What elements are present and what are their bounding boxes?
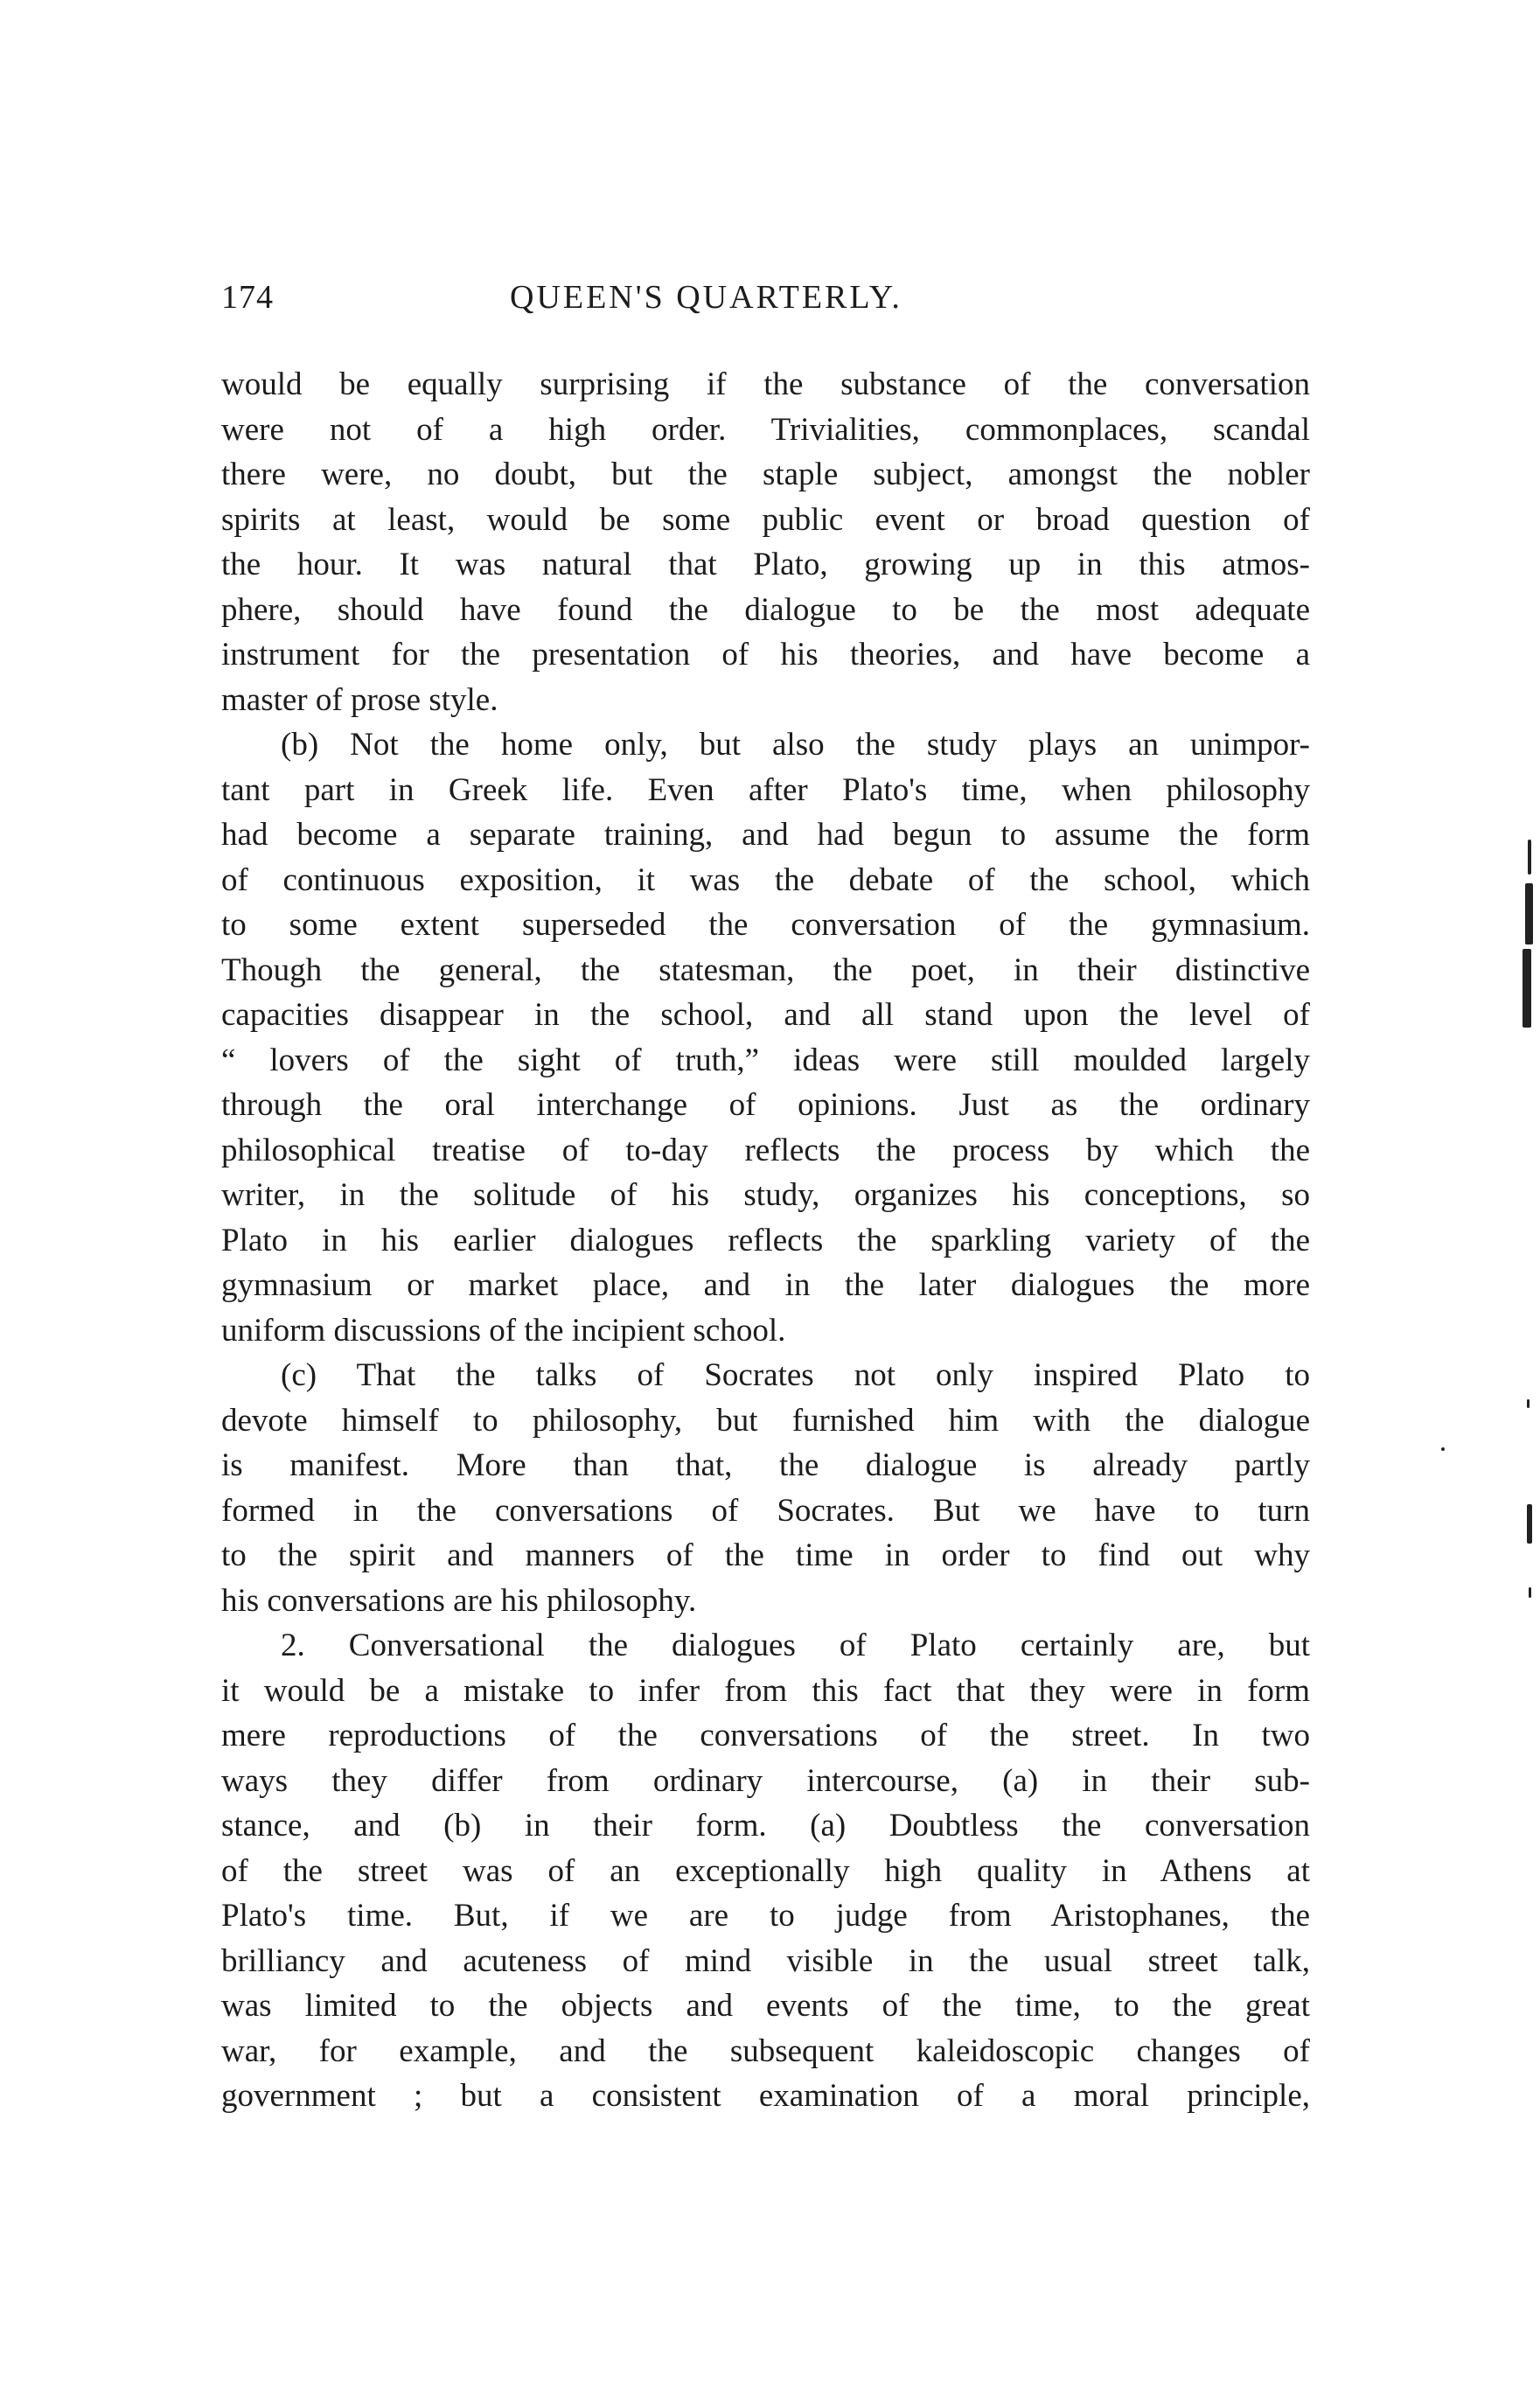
text-line: Plato in his earlier dialogues reflects the sparkling variety of the	[221, 1222, 1310, 1258]
text-line: of continuous exposition, it was the debate of the school, which	[221, 861, 1310, 898]
text-line: phere, should have found the dialogue to be the most adequate	[221, 591, 1310, 628]
text-line: his conversations are his philosophy.	[221, 1582, 697, 1619]
text-line: stance, and (b) in their form. (a) Doubtless the conversation	[221, 1808, 1310, 1844]
text-line: Plato's time. But, if we are to judge from Aristophanes, the	[221, 1898, 1310, 1934]
page-header	[221, 278, 1314, 331]
page-number: 174	[221, 279, 274, 316]
text-line: of the street was of an exceptionally high quality in Athens at	[221, 1852, 1310, 1889]
text-line: uniform discussions of the incipient school.	[221, 1312, 786, 1349]
text-line: through the oral interchange of opinions. Just as the ordinary	[221, 1087, 1310, 1123]
scan-speck	[1527, 1504, 1532, 1544]
scan-speck	[1441, 1447, 1445, 1451]
text-line: the hour. It was natural that Plato, growing up in this atmos-	[221, 547, 1310, 582]
scan-speck	[1529, 1587, 1531, 1598]
text-line: it would be a mistake to infer from this fact that they were in form	[221, 1672, 1310, 1709]
running-head: QUEEN'S QUARTERLY.	[510, 279, 902, 316]
scan-speck	[1528, 840, 1531, 875]
text-line: (c) That the talks of Socrates not only inspired Plato to	[281, 1357, 1310, 1393]
text-line: tant part in Greek life. Even after Plato's time, when philosophy	[221, 771, 1310, 808]
text-line: were not of a high order. Trivialities, commonplaces, scandal	[221, 411, 1310, 448]
text-line: to the spirit and manners of the time in order to find out why	[221, 1537, 1310, 1573]
text-line: government ; but a consistent examination of a moral principle,	[221, 2078, 1310, 2114]
text-line: mere reproductions of the conversations of the street. In two	[221, 1718, 1310, 1753]
text-line: ways they differ from ordinary intercourse, (a) in their sub-	[221, 1762, 1310, 1799]
text-line: brilliancy and acuteness of mind visible in the usual street talk,	[221, 1942, 1310, 1979]
scan-speck	[1527, 1399, 1530, 1408]
body-text	[221, 362, 1310, 2119]
text-line: philosophical treatise of to-day reflects the process by which the	[221, 1132, 1310, 1168]
scan-speck	[1523, 949, 1531, 1028]
text-line: war, for example, and the subsequent kaleidoscopic changes of	[221, 2032, 1310, 2069]
text-line: devote himself to philosophy, but furnished him with the dialogue	[221, 1402, 1310, 1439]
text-line: there were, no doubt, but the staple subject, amongst the nobler	[221, 457, 1310, 492]
text-line: was limited to the objects and events of the time, to the great	[221, 1988, 1310, 2024]
text-line: gymnasium or market place, and in the later dialogues the more	[221, 1267, 1310, 1303]
text-line: 2. Conversational the dialogues of Plato certainly are, but	[281, 1628, 1310, 1663]
text-line: would be equally surprising if the substance of the conversation	[221, 366, 1310, 402]
text-line: instrument for the presentation of his theories, and have become a	[221, 637, 1310, 673]
text-line: “ lovers of the sight of truth,” ideas were still moulded largely	[221, 1042, 1310, 1078]
text-line: spirits at least, would be some public event or broad question of	[221, 501, 1310, 538]
text-line: (b) Not the home only, but also the study plays an unimpor-	[281, 727, 1310, 763]
text-line: to some extent superseded the conversation of the gymnasium.	[221, 907, 1310, 943]
text-line: Though the general, the statesman, the poet, in their distinctive	[221, 952, 1310, 988]
text-line: master of prose style.	[221, 681, 498, 718]
text-line: capacities disappear in the school, and all stand upon the level of	[221, 997, 1310, 1033]
scan-speck	[1525, 883, 1533, 945]
text-line: is manifest. More than that, the dialogue is already partly	[221, 1447, 1310, 1483]
text-line: formed in the conversations of Socrates. But we have to turn	[221, 1492, 1310, 1529]
text-line: writer, in the solitude of his study, organizes his conceptions, so	[221, 1177, 1310, 1213]
text-line: had become a separate training, and had begun to assume the form	[221, 817, 1310, 853]
